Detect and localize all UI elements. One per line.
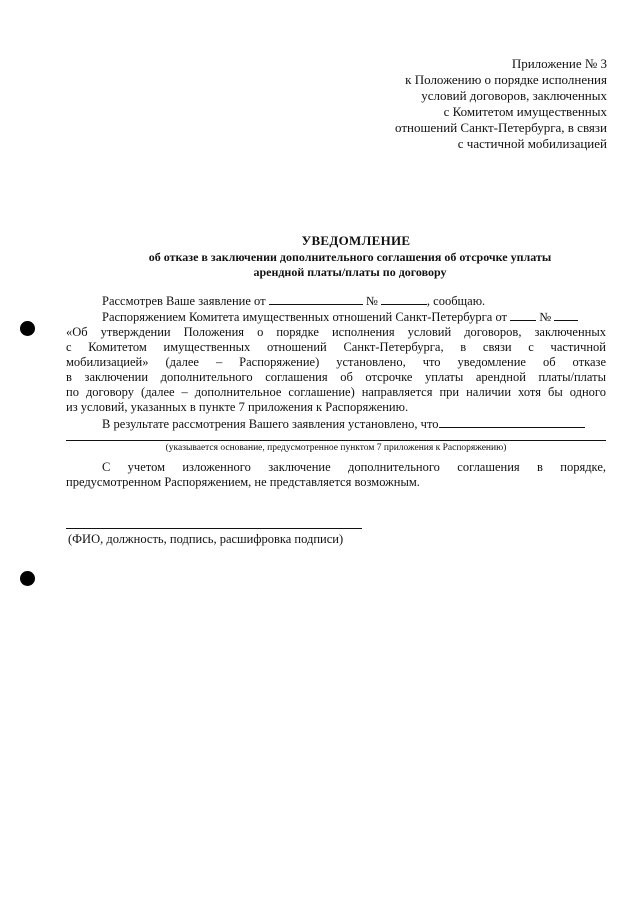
- paragraph-line: по договору (далее – дополнительное соглашение) направляется при наличии хотя бы одного: [66, 385, 606, 399]
- paragraph-text: В результате рассмотрения Вашего заявления установлено, что: [102, 417, 439, 431]
- paragraph-line: [66, 309, 606, 325]
- notice-title: УВЕДОМЛЕНИЕ: [301, 233, 411, 248]
- paragraph-line: «Об утверждении Положения о порядке исполнения условий договоров, заключенных: [66, 325, 606, 339]
- appendix-line: отношений Санкт-Петербурга, в связи: [395, 120, 607, 135]
- number-sign: №: [365, 294, 378, 308]
- subtitle-line: арендной платы/платы по договору: [253, 265, 447, 279]
- basis-caption: (указывается основание, предусмотренное пунктом 7 приложения к Распоряжению): [165, 443, 507, 453]
- subtitle-line: об отказе в заключении дополнительного соглашения об отсрочке уплаты: [148, 250, 552, 264]
- appendix-line: Приложение № 3: [511, 56, 607, 71]
- paragraph-text: Распоряжением Комитета имущественных отношений Санкт-Петербурга от: [102, 310, 507, 324]
- order-date-blank: [510, 309, 536, 321]
- paragraph-line: С учетом изложенного заключение дополнительного соглашения в порядке,: [102, 460, 606, 474]
- signature-line: [66, 528, 362, 529]
- punch-hole-bottom: [20, 571, 35, 586]
- basis-line: [66, 440, 606, 441]
- paragraph-line: предусмотренном Распоряжением, не представляется возможным.: [66, 475, 420, 489]
- appendix-line: к Положению о порядке исполнения: [405, 72, 607, 87]
- paragraph-text: , сообщаю.: [426, 294, 486, 308]
- result-blank: [439, 416, 585, 428]
- appendix-line: условий договоров, заключенных: [421, 88, 607, 103]
- number-sign: №: [539, 310, 552, 324]
- signature-caption: (ФИО, должность, подпись, расшифровка подписи): [68, 532, 344, 546]
- paragraph-line: из условий, указанных в пункте 7 приложения к Распоряжению.: [66, 400, 409, 414]
- date-blank: [269, 293, 363, 305]
- paragraph-application: [66, 293, 640, 309]
- punch-hole-top: [20, 321, 35, 336]
- appendix-header: [307, 56, 607, 152]
- paragraph-text: Рассмотрев Ваше заявление от: [102, 294, 266, 308]
- paragraph-result: [66, 416, 640, 432]
- paragraph-order: [66, 309, 606, 415]
- order-number-blank: [554, 309, 578, 321]
- appendix-line: с частичной мобилизацией: [457, 136, 607, 151]
- paragraph-line: с Комитетом имущественных отношений Санкт-Петербурга, в связи с частичной: [66, 340, 606, 354]
- paragraph-line: мобилизацией» (далее – Распоряжение) установлено, что уведомление об отказе: [66, 355, 606, 369]
- number-blank: [381, 293, 427, 305]
- appendix-line: с Комитетом имущественных: [443, 104, 607, 119]
- paragraph-line: в заключении дополнительного соглашения об отсрочке уплаты арендной платы/платы: [66, 370, 606, 384]
- paragraph-conclusion: [66, 460, 606, 490]
- notice-subtitle: [120, 250, 580, 280]
